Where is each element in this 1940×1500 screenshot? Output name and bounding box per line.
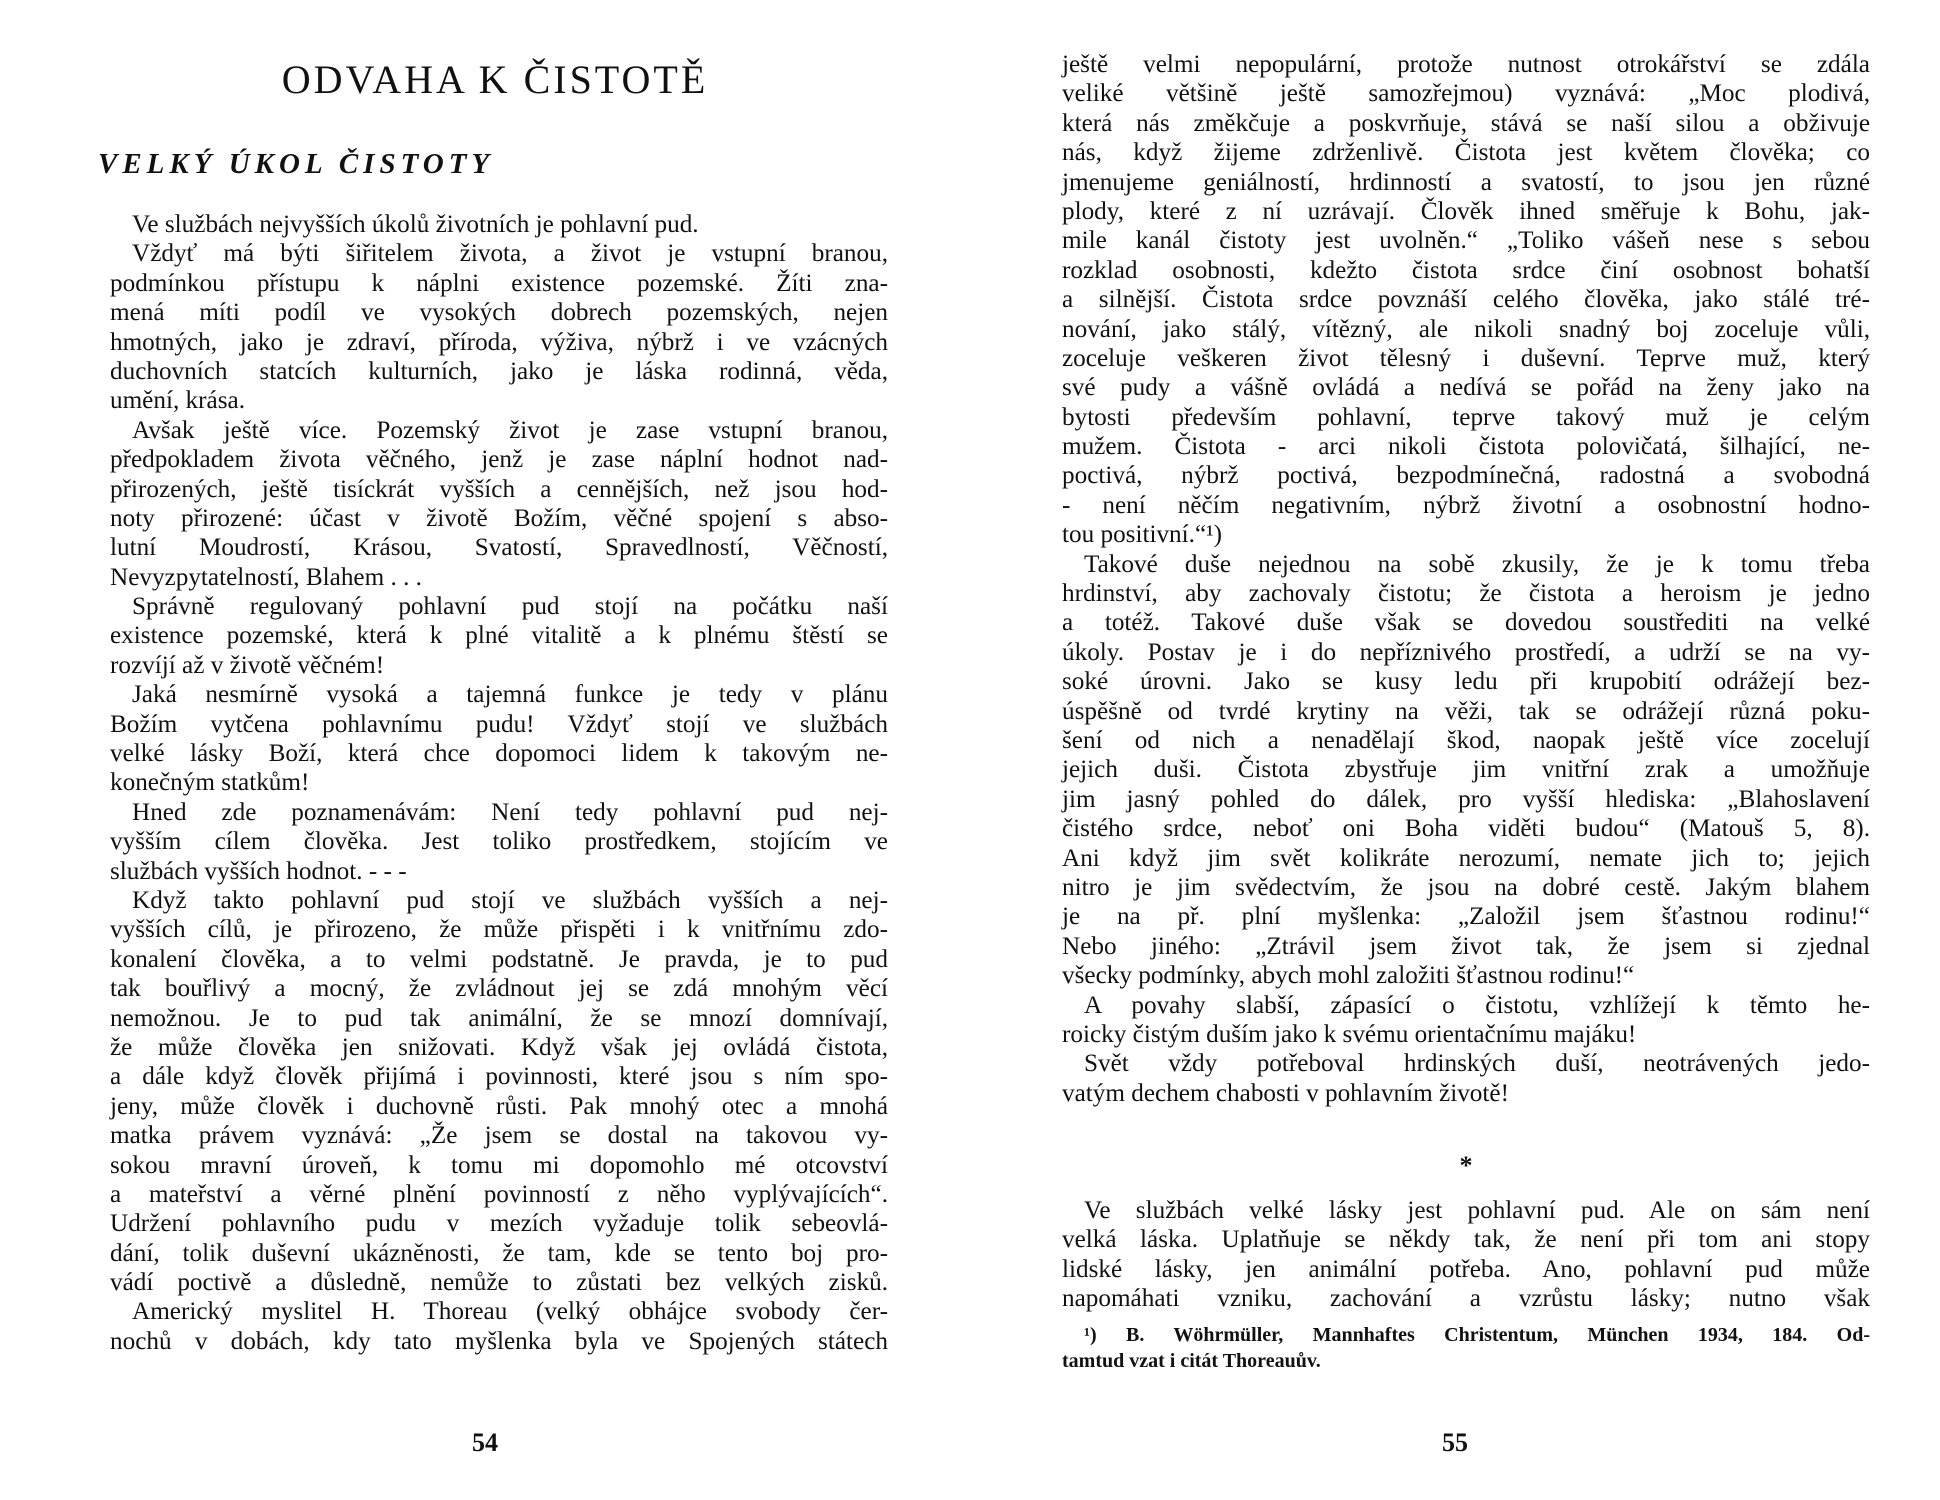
text-line: Nevyzpytatelností, Blahem . . . — [110, 563, 422, 591]
text-line: Správně regulovaný pohlavní pud stojí na počátku naší — [132, 593, 888, 621]
text-line: předpokladem života věčného, jenž je zase náplní hodnot nad- — [110, 446, 888, 474]
text-line: matka právem vyznává: „Že jsem se dostal na takovou vy- — [110, 1122, 888, 1150]
text-line: roicky čistým duším jako k svému orientačnímu majáku! — [1062, 1020, 1637, 1048]
left-page-body — [110, 210, 888, 1356]
chapter-title: ODVAHA K ČISTOTĚ — [281, 57, 709, 102]
page-number-text: 55 — [1442, 1428, 1468, 1457]
text-line: poctivá, nýbrž poctivá, bezpodmínečná, radostná a svobodná — [1062, 462, 1870, 490]
text-line: Nebo jiného: „Ztrávil jsem život tak, že jsem si zjednal — [1062, 932, 1870, 960]
text-line: existence pozemské, která k plné vitalitě a k plnému štěstí se — [110, 622, 888, 650]
text-line: rozklad osobnosti, kdežto čistota srdce činí osobnost bohatší — [1062, 256, 1870, 284]
text-line: mená míti podíl ve vysokých dobrech pozemských, nejen — [110, 299, 888, 327]
spacer — [1062, 1108, 1870, 1136]
text-line: mile kanál čistoty jest uvolněn.“ „Toliko vášeň nese s sebou — [1062, 227, 1870, 255]
text-line: jeny, může člověk i duchovně růsti. Pak mnohý otec a mnohá — [110, 1092, 888, 1120]
text-line: tamtud vzat i citát Thoreauův. — [1062, 1350, 1321, 1372]
text-line: noty přirozené: účast v životě Božím, věčné spojení s abso- — [110, 504, 888, 532]
text-line: přirozených, ještě tisíckrát vyšších a cennějších, než jsou hod- — [110, 475, 888, 503]
page-number-right — [970, 1428, 1940, 1458]
page-number-text: 54 — [472, 1428, 498, 1457]
text-line: vyšších cílů, je přirozeno, že může přispěti i k vnitřnímu zdo- — [110, 916, 888, 944]
text-line: nemožnou. Je to pud tak animální, že se mnozí domnívají, — [110, 1004, 888, 1032]
text-line: sokou mravní úroveň, k tomu mi dopomohlo mé otcovství — [110, 1151, 888, 1179]
text-line: Udržení pohlavního pudu v mezích vyžaduje tolik sebeovlá- — [110, 1210, 888, 1238]
text-line: ještě velmi nepopulární, protože nutnost otrokářství se zdála — [1062, 51, 1870, 78]
text-line: soké úrovni. Jako se kusy ledu při krupobití odrážejí bez- — [1062, 668, 1870, 696]
text-line: jim jasný pohled do dálek, pro vyšší hlediska: „Blahoslavení — [1062, 785, 1870, 813]
text-line: nování, jako stálý, vítězný, ale nikoli snadný boj zoceluje vůli, — [1062, 315, 1870, 343]
text-line: lidské lásky, jen animální potřeba. Ano, pohlavní pud může — [1062, 1255, 1870, 1283]
text-line: je na př. plní myšlenka: „Založil jsem šťastnou rodinu!“ — [1062, 903, 1870, 931]
text-line: hmotných, jako je zdraví, příroda, výživa, nýbrž i ve vzácných — [110, 328, 888, 356]
text-line: a mateřství a věrné plnění povinností z něho vyplývajících“. — [110, 1180, 888, 1208]
text-line: veliké většině ještě samozřejmou) vyznává: „Moc plodivá, — [1062, 80, 1870, 108]
text-line: podmínkou přístupu k náplni existence pozemské. Žíti zna- — [110, 269, 888, 297]
text-line: - není něčím negativním, nýbrž životní a osobnostní hodno- — [1062, 491, 1870, 519]
text-line: dání, tolik duševní ukázněnosti, že tam, kde se tento boj pro- — [110, 1239, 888, 1267]
text-line: tou positivní.“¹) — [1062, 521, 1223, 549]
text-line: velká láska. Uplatňuje se někdy tak, že není při tom ani stopy — [1062, 1226, 1870, 1254]
right-page-body — [1062, 50, 1870, 1314]
text-line: všecky podmínky, abych mohl založiti šťastnou rodinu!“ — [1062, 962, 1635, 990]
text-line: bytosti především pohlavní, teprve takový muž je celým — [1062, 403, 1870, 431]
text-line: Ani když jim svět kolikráte nerozumí, nemate jich to; jejich — [1062, 844, 1870, 872]
text-line: tak bouřlivý a mocný, že zvládnout jej se zdá mnohým věcí — [110, 975, 888, 1003]
text-line: plody, které z ní uzrávají. Člověk ihned směřuje k Bohu, jak- — [1062, 197, 1870, 225]
text-line: Hned zde poznamenávám: Není tedy pohlavní pud nej- — [132, 798, 888, 826]
text-line: ¹) B. Wöhrmüller, Mannhaftes Christentum, München 1934, 184. Od- — [1084, 1324, 1870, 1346]
right-page — [970, 0, 1940, 1500]
section-heading: VELKÝ ÚKOL ČISTOTY — [98, 148, 495, 180]
text-line: Vždyť má býti šiřitelem života, a život je vstupní branou, — [132, 240, 888, 268]
text-line: umění, krása. — [110, 387, 245, 415]
text-line: šení od nich a nenadělají škod, naopak ještě více zocelují — [1062, 726, 1870, 754]
text-line: Jaká nesmírně vysoká a tajemná funkce je tedy v plánu — [132, 681, 888, 709]
text-line: nás, když žijeme zdrženlivě. Čistota jest květem člověka; co — [1062, 139, 1870, 167]
text-line: mužem. Čistota - arci nikoli čistota polovičatá, šilhající, ne- — [1062, 433, 1870, 461]
text-line: a dále když člověk přijímá i povinnosti, které jsou s ním spo- — [110, 1063, 888, 1091]
text-line: Americký myslitel H. Thoreau (velký obhájce svobody čer- — [132, 1298, 888, 1326]
text-line: vatým dechem chabosti v pohlavním životě! — [1062, 1079, 1509, 1107]
text-line: lutní Moudrostí, Krásou, Svatostí, Spravedlností, Věčností, — [110, 534, 888, 562]
text-line: že může člověka jen snižovati. Když však jej ovládá čistota, — [110, 1033, 888, 1061]
text-line: nochů v dobách, kdy tato myšlenka byla ve Spojených státech — [110, 1327, 888, 1355]
text-line: konečným statkům! — [110, 769, 310, 797]
text-line: Ve službách nejvyšších úkolů životních je pohlavní pud. — [132, 211, 699, 238]
footnote — [1062, 1322, 1870, 1374]
text-line: Když takto pohlavní pud stojí ve službách vyšších a nej- — [132, 886, 888, 914]
text-line: čistého srdce, neboť oni Boha viděti budou“ (Matouš 5, 8). — [1062, 815, 1870, 843]
text-line: a silnější. Čistota srdce povznáší celého člověka, jako stálé tré- — [1062, 286, 1870, 314]
text-line: vádí poctivě a důsledně, nemůže to zůstati bez velkých zisků. — [110, 1269, 888, 1297]
text-line: Svět vždy potřeboval hrdinských duší, neotrávených jedo- — [1084, 1050, 1870, 1078]
section-separator: * — [1459, 1151, 1473, 1181]
text-line: a totéž. Takové duše však se dovedou soustřediti na velké — [1062, 609, 1870, 637]
text-line: duchovních statcích kulturních, jako je láska rodinná, věda, — [110, 357, 888, 385]
text-line: službách vyšších hodnot. - - - — [110, 857, 407, 885]
text-line: která nás změkčuje a poskvrňuje, stává se naší silou a obživuje — [1062, 109, 1870, 137]
text-line: A povahy slabší, zápasící o čistotu, vzhlížejí k těmto he- — [1084, 991, 1870, 1019]
text-line: úspěšně od tvrdé krytiny na věži, tak se odrážejí různá poku- — [1062, 697, 1870, 725]
text-line: Božím vytčena pohlavnímu pudu! Vždyť stojí ve službách — [110, 710, 888, 738]
text-line: vyšším cílem člověka. Jest toliko prostředkem, stojícím ve — [110, 828, 888, 856]
text-line: rozvíjí až v životě věčném! — [110, 651, 385, 679]
text-line: jejich duši. Čistota zbystřuje jim vnitřní zrak a umožňuje — [1062, 756, 1870, 784]
text-line: velké lásky Boží, která chce dopomoci lidem k takovým ne- — [110, 740, 888, 768]
page-number-left — [0, 1428, 970, 1458]
text-line: své pudy a vášně ovládá a nedívá se pořád na ženy jako na — [1062, 374, 1870, 402]
text-line: zoceluje veškeren život tělesný i duševní. Teprve muž, který — [1062, 344, 1870, 372]
text-line: konalení člověka, a to velmi podstatně. Je pravda, je to pud — [110, 945, 888, 973]
text-line: úkoly. Postav je i do nepříznivého prostředí, a udrží se na vy- — [1062, 638, 1870, 666]
text-line: Takové duše nejednou na sobě zkusily, že je k tomu třeba — [1084, 550, 1870, 578]
text-line: jmenujeme geniálností, hrdinností a svatostí, to jsou jen různé — [1062, 168, 1870, 196]
text-line: Ve službách velké lásky jest pohlavní pud. Ale on sám není — [1084, 1197, 1870, 1225]
text-line: hrdinství, aby zachovaly čistotu; že čistota a heroism je jedno — [1062, 580, 1870, 608]
text-line: nitro je jim svědectvím, že jsou na dobré cestě. Jakým blahem — [1062, 873, 1870, 901]
text-line: Avšak ještě více. Pozemský život je zase vstupní branou, — [132, 416, 888, 444]
text-line: napomáhati vzniku, zachování a vzrůstu lásky; nutno však — [1062, 1285, 1870, 1313]
